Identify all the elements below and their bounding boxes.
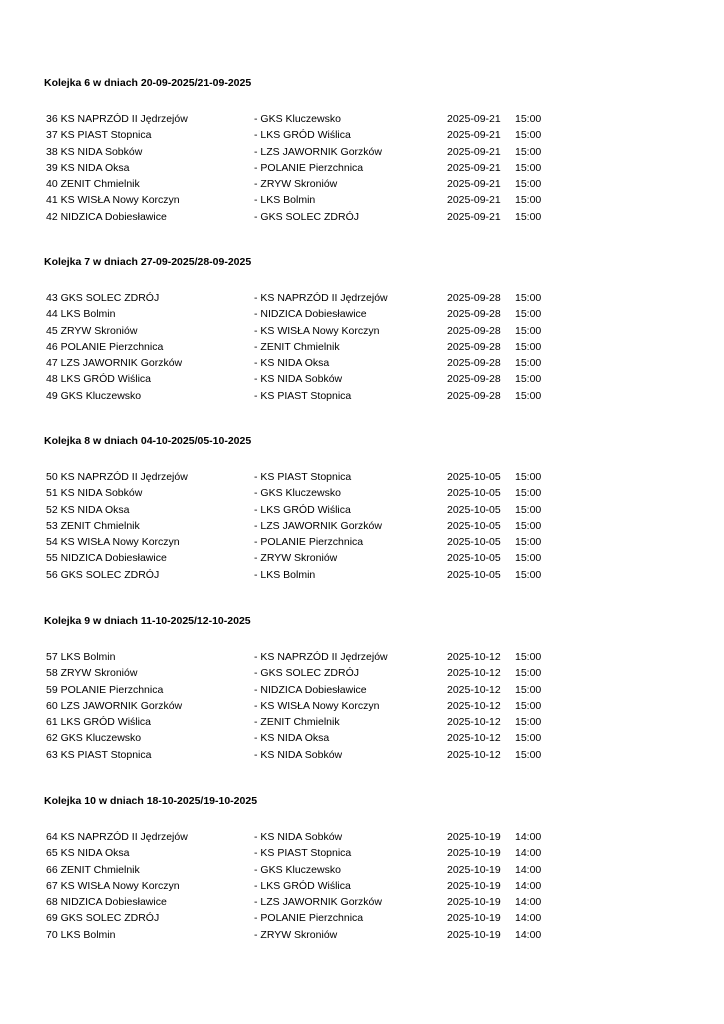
match-time: 14:00: [515, 847, 542, 860]
match-date: 2025-10-12: [447, 683, 501, 696]
match-date: 2025-09-28: [447, 357, 501, 370]
match-time: 14:00: [515, 912, 542, 925]
home-team: 55 NIDZICA Dobiesławice: [46, 552, 167, 565]
match-time: 15:00: [515, 161, 542, 174]
home-team: 42 NIDZICA Dobiesławice: [46, 210, 167, 223]
match-time: 15:00: [515, 748, 542, 761]
match-row: [0, 649, 724, 665]
match-date: 2025-09-28: [447, 324, 501, 337]
away-team: - LKS Bolmin: [254, 568, 316, 581]
match-list: [0, 111, 724, 225]
match-date: 2025-09-21: [447, 113, 501, 125]
match-date: 2025-10-12: [447, 667, 501, 680]
match-row: [0, 306, 724, 322]
match-row: [0, 388, 724, 404]
away-team: - NIDZICA Dobiesławice: [254, 683, 367, 696]
match-row: [0, 829, 724, 845]
match-row: [0, 502, 724, 518]
away-team: - KS NAPRZÓD II Jędrzejów: [254, 651, 388, 663]
match-row: [0, 730, 724, 746]
match-time: 14:00: [515, 928, 542, 941]
match-date: 2025-09-21: [447, 145, 501, 158]
away-team: - POLANIE Pierzchnica: [254, 912, 364, 925]
match-list: [0, 469, 724, 583]
match-date: 2025-10-05: [447, 568, 501, 581]
match-date: 2025-10-05: [447, 519, 501, 532]
match-list: [0, 829, 724, 943]
match-row: [0, 355, 724, 371]
match-time: 15:00: [515, 732, 542, 745]
match-date: 2025-10-12: [447, 732, 501, 745]
match-date: 2025-10-05: [447, 536, 501, 549]
match-row: [0, 910, 724, 926]
home-team: 37 KS PIAST Stopnica: [46, 129, 152, 142]
match-date: 2025-10-05: [447, 487, 501, 500]
away-team: - ZRYW Skroniów: [254, 178, 338, 191]
home-team: 63 KS PIAST Stopnica: [46, 748, 152, 761]
home-team: 53 ZENIT Chmielnik: [46, 519, 140, 532]
match-row: [0, 518, 724, 534]
home-team: 54 KS WISŁA Nowy Korczyn: [46, 536, 180, 549]
home-team: 58 ZRYW Skroniów: [46, 667, 138, 680]
round-title: Kolejka 8 w dniach 04-10-2025/05-10-2025: [44, 435, 252, 447]
match-date: 2025-10-19: [447, 896, 501, 909]
match-time: 15:00: [515, 145, 542, 158]
match-time: 14:00: [515, 879, 542, 892]
away-team: - LKS GRÓD Wiślica: [254, 129, 351, 142]
match-time: 15:00: [515, 194, 542, 207]
match-date: 2025-09-28: [447, 292, 501, 304]
away-team: - POLANIE Pierzchnica: [254, 536, 364, 549]
match-row: [0, 176, 724, 192]
away-team: - ZRYW Skroniów: [254, 928, 338, 941]
match-list: [0, 649, 724, 763]
match-row: [0, 665, 724, 681]
match-row: [0, 567, 724, 583]
match-time: 15:00: [515, 389, 542, 402]
away-team: - KS PIAST Stopnica: [254, 389, 352, 402]
round-title: Kolejka 10 w dniach 18-10-2025/19-10-2025: [44, 795, 258, 807]
match-time: 15:00: [515, 651, 542, 663]
match-time: 15:00: [515, 308, 542, 321]
match-time: 14:00: [515, 831, 542, 843]
match-row: [0, 550, 724, 566]
match-row: [0, 862, 724, 878]
match-row: [0, 111, 724, 127]
match-date: 2025-09-21: [447, 129, 501, 142]
match-time: 15:00: [515, 568, 542, 581]
home-team: 47 LZS JAWORNIK Gorzków: [46, 357, 183, 370]
match-time: 15:00: [515, 357, 542, 370]
match-row: [0, 192, 724, 208]
match-date: 2025-10-12: [447, 651, 501, 663]
match-row: [0, 469, 724, 485]
home-team: 38 KS NIDA Sobków: [46, 145, 143, 158]
match-date: 2025-10-12: [447, 716, 501, 729]
home-team: 66 ZENIT Chmielnik: [46, 863, 140, 876]
match-time: 15:00: [515, 519, 542, 532]
away-team: - KS NIDA Sobków: [254, 748, 343, 761]
match-row: [0, 894, 724, 910]
match-date: 2025-10-05: [447, 552, 501, 565]
match-date: 2025-10-12: [447, 748, 501, 761]
match-row: [0, 339, 724, 355]
home-team: 51 KS NIDA Sobków: [46, 487, 143, 500]
home-team: 50 KS NAPRZÓD II Jędrzejów: [46, 471, 188, 483]
match-date: 2025-09-21: [447, 178, 501, 191]
away-team: - LZS JAWORNIK Gorzków: [254, 896, 382, 909]
home-team: 41 KS WISŁA Nowy Korczyn: [46, 194, 180, 207]
away-team: - KS NIDA Sobków: [254, 373, 343, 386]
home-team: 48 LKS GRÓD Wiślica: [46, 373, 152, 386]
match-date: 2025-10-19: [447, 912, 501, 925]
match-row: [0, 144, 724, 160]
match-time: 15:00: [515, 536, 542, 549]
away-team: - KS PIAST Stopnica: [254, 847, 352, 860]
match-row: [0, 323, 724, 339]
match-row: [0, 127, 724, 143]
away-team: - ZENIT Chmielnik: [254, 340, 340, 353]
home-team: 36 KS NAPRZÓD II Jędrzejów: [46, 113, 188, 125]
home-team: 56 GKS SOLEC ZDRÓJ: [46, 568, 160, 581]
match-date: 2025-10-12: [447, 699, 501, 712]
match-time: 15:00: [515, 667, 542, 680]
match-time: 15:00: [515, 487, 542, 500]
match-time: 15:00: [515, 113, 542, 125]
away-team: - GKS Kluczewsko: [254, 487, 341, 500]
match-time: 15:00: [515, 373, 542, 386]
home-team: 44 LKS Bolmin: [46, 308, 116, 321]
home-team: 60 LZS JAWORNIK Gorzków: [46, 699, 183, 712]
match-time: 15:00: [515, 699, 542, 712]
match-row: [0, 160, 724, 176]
match-date: 2025-09-21: [447, 210, 501, 223]
away-team: - LKS GRÓD Wiślica: [254, 503, 351, 516]
home-team: 43 GKS SOLEC ZDRÓJ: [46, 292, 160, 304]
match-row: [0, 534, 724, 550]
match-date: 2025-09-28: [447, 308, 501, 321]
home-team: 61 LKS GRÓD Wiślica: [46, 716, 152, 729]
match-date: 2025-10-05: [447, 471, 501, 483]
away-team: - KS NIDA Sobków: [254, 831, 343, 843]
match-row: [0, 371, 724, 387]
match-date: 2025-10-19: [447, 863, 501, 876]
home-team: 67 KS WISŁA Nowy Korczyn: [46, 879, 180, 892]
match-row: [0, 878, 724, 894]
match-date: 2025-10-19: [447, 928, 501, 941]
away-team: - GKS Kluczewsko: [254, 113, 341, 125]
away-team: - KS PIAST Stopnica: [254, 471, 352, 483]
match-date: 2025-09-21: [447, 194, 501, 207]
match-time: 15:00: [515, 292, 542, 304]
round-title: Kolejka 7 w dniach 27-09-2025/28-09-2025: [44, 256, 252, 268]
match-row: [0, 698, 724, 714]
home-team: 62 GKS Kluczewsko: [46, 732, 142, 745]
away-team: - GKS Kluczewsko: [254, 863, 341, 876]
away-team: - KS WISŁA Nowy Korczyn: [254, 699, 380, 712]
home-team: 68 NIDZICA Dobiesławice: [46, 896, 167, 909]
match-date: 2025-10-05: [447, 503, 501, 516]
home-team: 49 GKS Kluczewsko: [46, 389, 142, 402]
away-team: - LKS Bolmin: [254, 194, 316, 207]
home-team: 52 KS NIDA Oksa: [46, 503, 130, 516]
away-team: - POLANIE Pierzchnica: [254, 161, 364, 174]
match-date: 2025-09-28: [447, 373, 501, 386]
match-row: [0, 714, 724, 730]
away-team: - ZENIT Chmielnik: [254, 716, 340, 729]
match-time: 14:00: [515, 896, 542, 909]
match-time: 15:00: [515, 552, 542, 565]
home-team: 40 ZENIT Chmielnik: [46, 178, 140, 191]
match-list: [0, 290, 724, 404]
match-row: [0, 747, 724, 763]
home-team: 70 LKS Bolmin: [46, 928, 116, 941]
away-team: - ZRYW Skroniów: [254, 552, 338, 565]
match-row: [0, 209, 724, 225]
match-time: 14:00: [515, 863, 542, 876]
match-row: [0, 682, 724, 698]
home-team: 59 POLANIE Pierzchnica: [46, 683, 164, 696]
home-team: 69 GKS SOLEC ZDRÓJ: [46, 912, 160, 925]
match-date: 2025-09-28: [447, 389, 501, 402]
away-team: - KS NIDA Oksa: [254, 732, 330, 745]
match-row: [0, 845, 724, 861]
match-date: 2025-09-28: [447, 340, 501, 353]
match-time: 15:00: [515, 716, 542, 729]
match-row: [0, 927, 724, 943]
match-date: 2025-10-19: [447, 831, 501, 843]
home-team: 57 LKS Bolmin: [46, 651, 116, 663]
home-team: 45 ZRYW Skroniów: [46, 324, 138, 337]
away-team: - KS WISŁA Nowy Korczyn: [254, 324, 380, 337]
match-time: 15:00: [515, 324, 542, 337]
match-time: 15:00: [515, 210, 542, 223]
match-time: 15:00: [515, 129, 542, 142]
match-date: 2025-10-19: [447, 879, 501, 892]
away-team: - LZS JAWORNIK Gorzków: [254, 519, 382, 532]
match-time: 15:00: [515, 178, 542, 191]
away-team: - GKS SOLEC ZDRÓJ: [254, 667, 360, 680]
match-date: 2025-09-21: [447, 161, 501, 174]
match-time: 15:00: [515, 340, 542, 353]
away-team: - NIDZICA Dobiesławice: [254, 308, 367, 321]
round-title: Kolejka 9 w dniach 11-10-2025/12-10-2025: [44, 615, 251, 627]
round-title: Kolejka 6 w dniach 20-09-2025/21-09-2025: [44, 77, 252, 89]
away-team: - KS NIDA Oksa: [254, 357, 330, 370]
match-time: 15:00: [515, 503, 542, 516]
home-team: 46 POLANIE Pierzchnica: [46, 340, 164, 353]
match-row: [0, 485, 724, 501]
away-team: - KS NAPRZÓD II Jędrzejów: [254, 292, 388, 304]
away-team: - LKS GRÓD Wiślica: [254, 879, 351, 892]
home-team: 39 KS NIDA Oksa: [46, 161, 130, 174]
match-row: [0, 290, 724, 306]
away-team: - GKS SOLEC ZDRÓJ: [254, 210, 360, 223]
home-team: 65 KS NIDA Oksa: [46, 847, 130, 860]
match-date: 2025-10-19: [447, 847, 501, 860]
away-team: - LZS JAWORNIK Gorzków: [254, 145, 382, 158]
home-team: 64 KS NAPRZÓD II Jędrzejów: [46, 831, 188, 843]
match-time: 15:00: [515, 683, 542, 696]
match-time: 15:00: [515, 471, 542, 483]
